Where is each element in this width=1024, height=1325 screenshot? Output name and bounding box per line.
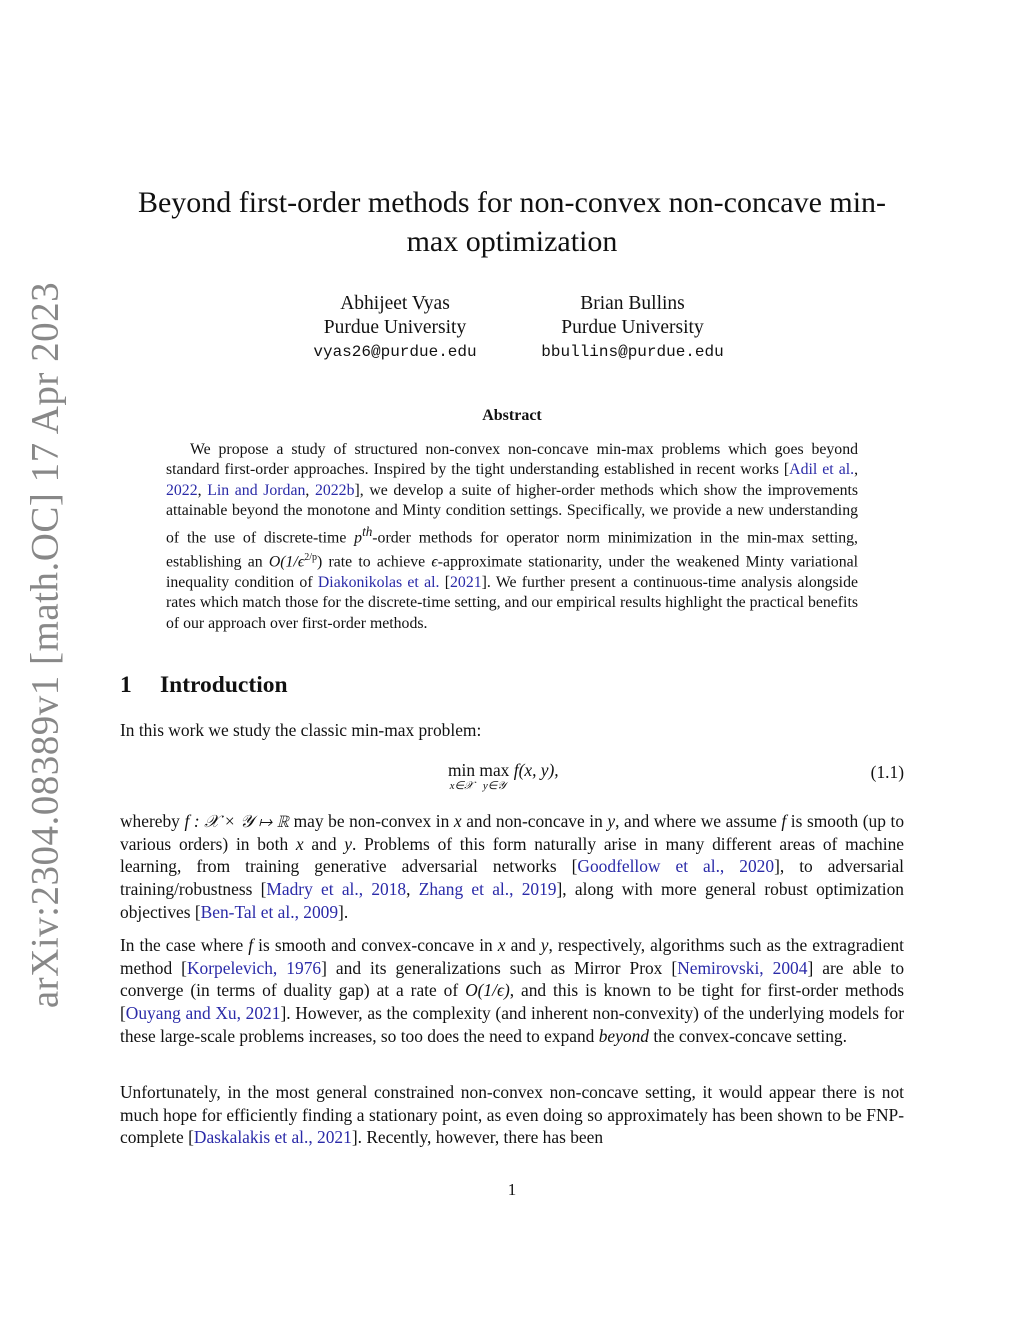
arxiv-sidebar-stamp xyxy=(15,281,75,1009)
author-name: Brian Bullins xyxy=(580,293,685,314)
citation-link[interactable]: Ben-Tal et al., 2009 xyxy=(200,901,339,922)
citation-link[interactable]: Korpelevich, 1976 xyxy=(186,957,322,978)
citation-link[interactable]: Goodfellow et al., 2020 xyxy=(577,856,775,877)
citation-link[interactable]: Daskalakis et al., 2021 xyxy=(193,1127,352,1148)
citation-link[interactable]: Madry et al., 2018 xyxy=(266,879,407,900)
arxiv-identifier: arXiv:2304.08389v1 [math.OC] 17 Apr 2023 xyxy=(23,281,67,1009)
citation-link[interactable]: Lin and Jordan xyxy=(207,481,306,499)
author-block-1 xyxy=(285,292,505,364)
citation-link[interactable]: 2022 xyxy=(166,481,198,499)
intro-paragraph-3: Unfortunately, in the most general constrained non-convex non-concave setting, it would appear there is not much hope for efficiently finding a stationary point, as even doing so approximately has been shown to be FNP-complete [Daskalakis et al., 2021]. Recently, however, there has been xyxy=(120,1082,904,1148)
section-heading xyxy=(120,672,288,699)
author-name: Abhijeet Vyas xyxy=(340,293,450,314)
citation-link[interactable]: Nemirovski, 2004 xyxy=(677,957,808,978)
citation-link[interactable]: Adil et al. xyxy=(789,461,855,479)
abstract-text: We propose a study of structured non-convex non-concave min-max problems which goes beyond standard first-order approaches. Inspired by the tight understanding established in recent works [Adil et al., 2022, Lin and Jordan, 2022b], we develop a suite of higher-order methods which show the improvements attainable beyond the monotone and Minty condition settings. Specifically, we provide a new understanding of the use of discrete-time $p^{th}$-order methods for operator norm minimization in the min-max setting, establishing an $O(1/\epsilon^{2/p})$ rate to achieve ϵ-approximate stationarity, under the weakened Minty variational inequality condition of Diakonikolas et al. [2021]. We further present a continuous-time analysis alongside rates which match those for the discrete-time setting, and our empirical results highlight the practical benefits of our approach over first-order methods. xyxy=(166,441,859,632)
equation-1-1 xyxy=(120,760,904,794)
author-block-2 xyxy=(520,292,745,364)
author-affiliation: Purdue University xyxy=(323,317,467,338)
citation-link[interactable]: Zhang et al., 2019 xyxy=(418,879,557,900)
equation-body: min x∈𝒳 max y∈𝒴 f(x, y), xyxy=(448,760,559,792)
paper-title: Beyond first-order methods for non-convex non-concave min-max optimization xyxy=(137,186,887,258)
intro-paragraph-2: In the case where f is smooth and convex-concave in x and y, respectively, algorithms such as the extragradient method [Korpelevich, 1976] and its generalizations such as Mirror Prox [Nemirovski, 2004] are able to converge (in terms of duality gap) at a rate of O(1/ϵ), and this is known to be tight for first-order methods [Ouyang and Xu, 2021]. However, as the complexity (and inherent non-convexity) of the underlying models for these large-scale problems increases, so too does the need to expand beyond the convex-concave setting. xyxy=(120,935,905,1046)
author-email: bbullins@purdue.edu xyxy=(541,343,724,361)
author-affiliation: Purdue University xyxy=(561,317,704,338)
intro-paragraph-0: In this work we study the classic min-max problem: xyxy=(120,720,482,740)
abstract-heading: Abstract xyxy=(482,407,542,424)
citation-link[interactable]: Ouyang and Xu, 2021 xyxy=(125,1003,281,1024)
page-number: 1 xyxy=(507,1180,517,1199)
section-number: 1 xyxy=(120,672,132,698)
section-title: Introduction xyxy=(160,672,288,698)
equation-number: (1.1) xyxy=(870,762,904,782)
intro-paragraph-1: whereby f : 𝒳 × 𝒴 ↦ ℝ may be non-convex in x and non-concave in y, and where we assume f is smooth (up to various orders) in both x and y. Problems of this form naturally arise in many different areas of machine learning, from training generative adversarial networks [Goodfellow et al., 2020], to adversarial training/robustness [Madry et al., 2018, Zhang et al., 2019], along with more general robust optimization objectives [Ben-Tal et al., 2009]. xyxy=(120,811,905,922)
author-email: vyas26@purdue.edu xyxy=(313,343,477,361)
citation-link[interactable]: 2022b xyxy=(314,481,355,499)
citation-link[interactable]: Diakonikolas et al. xyxy=(317,573,440,591)
citation-link[interactable]: 2021 xyxy=(450,573,482,591)
